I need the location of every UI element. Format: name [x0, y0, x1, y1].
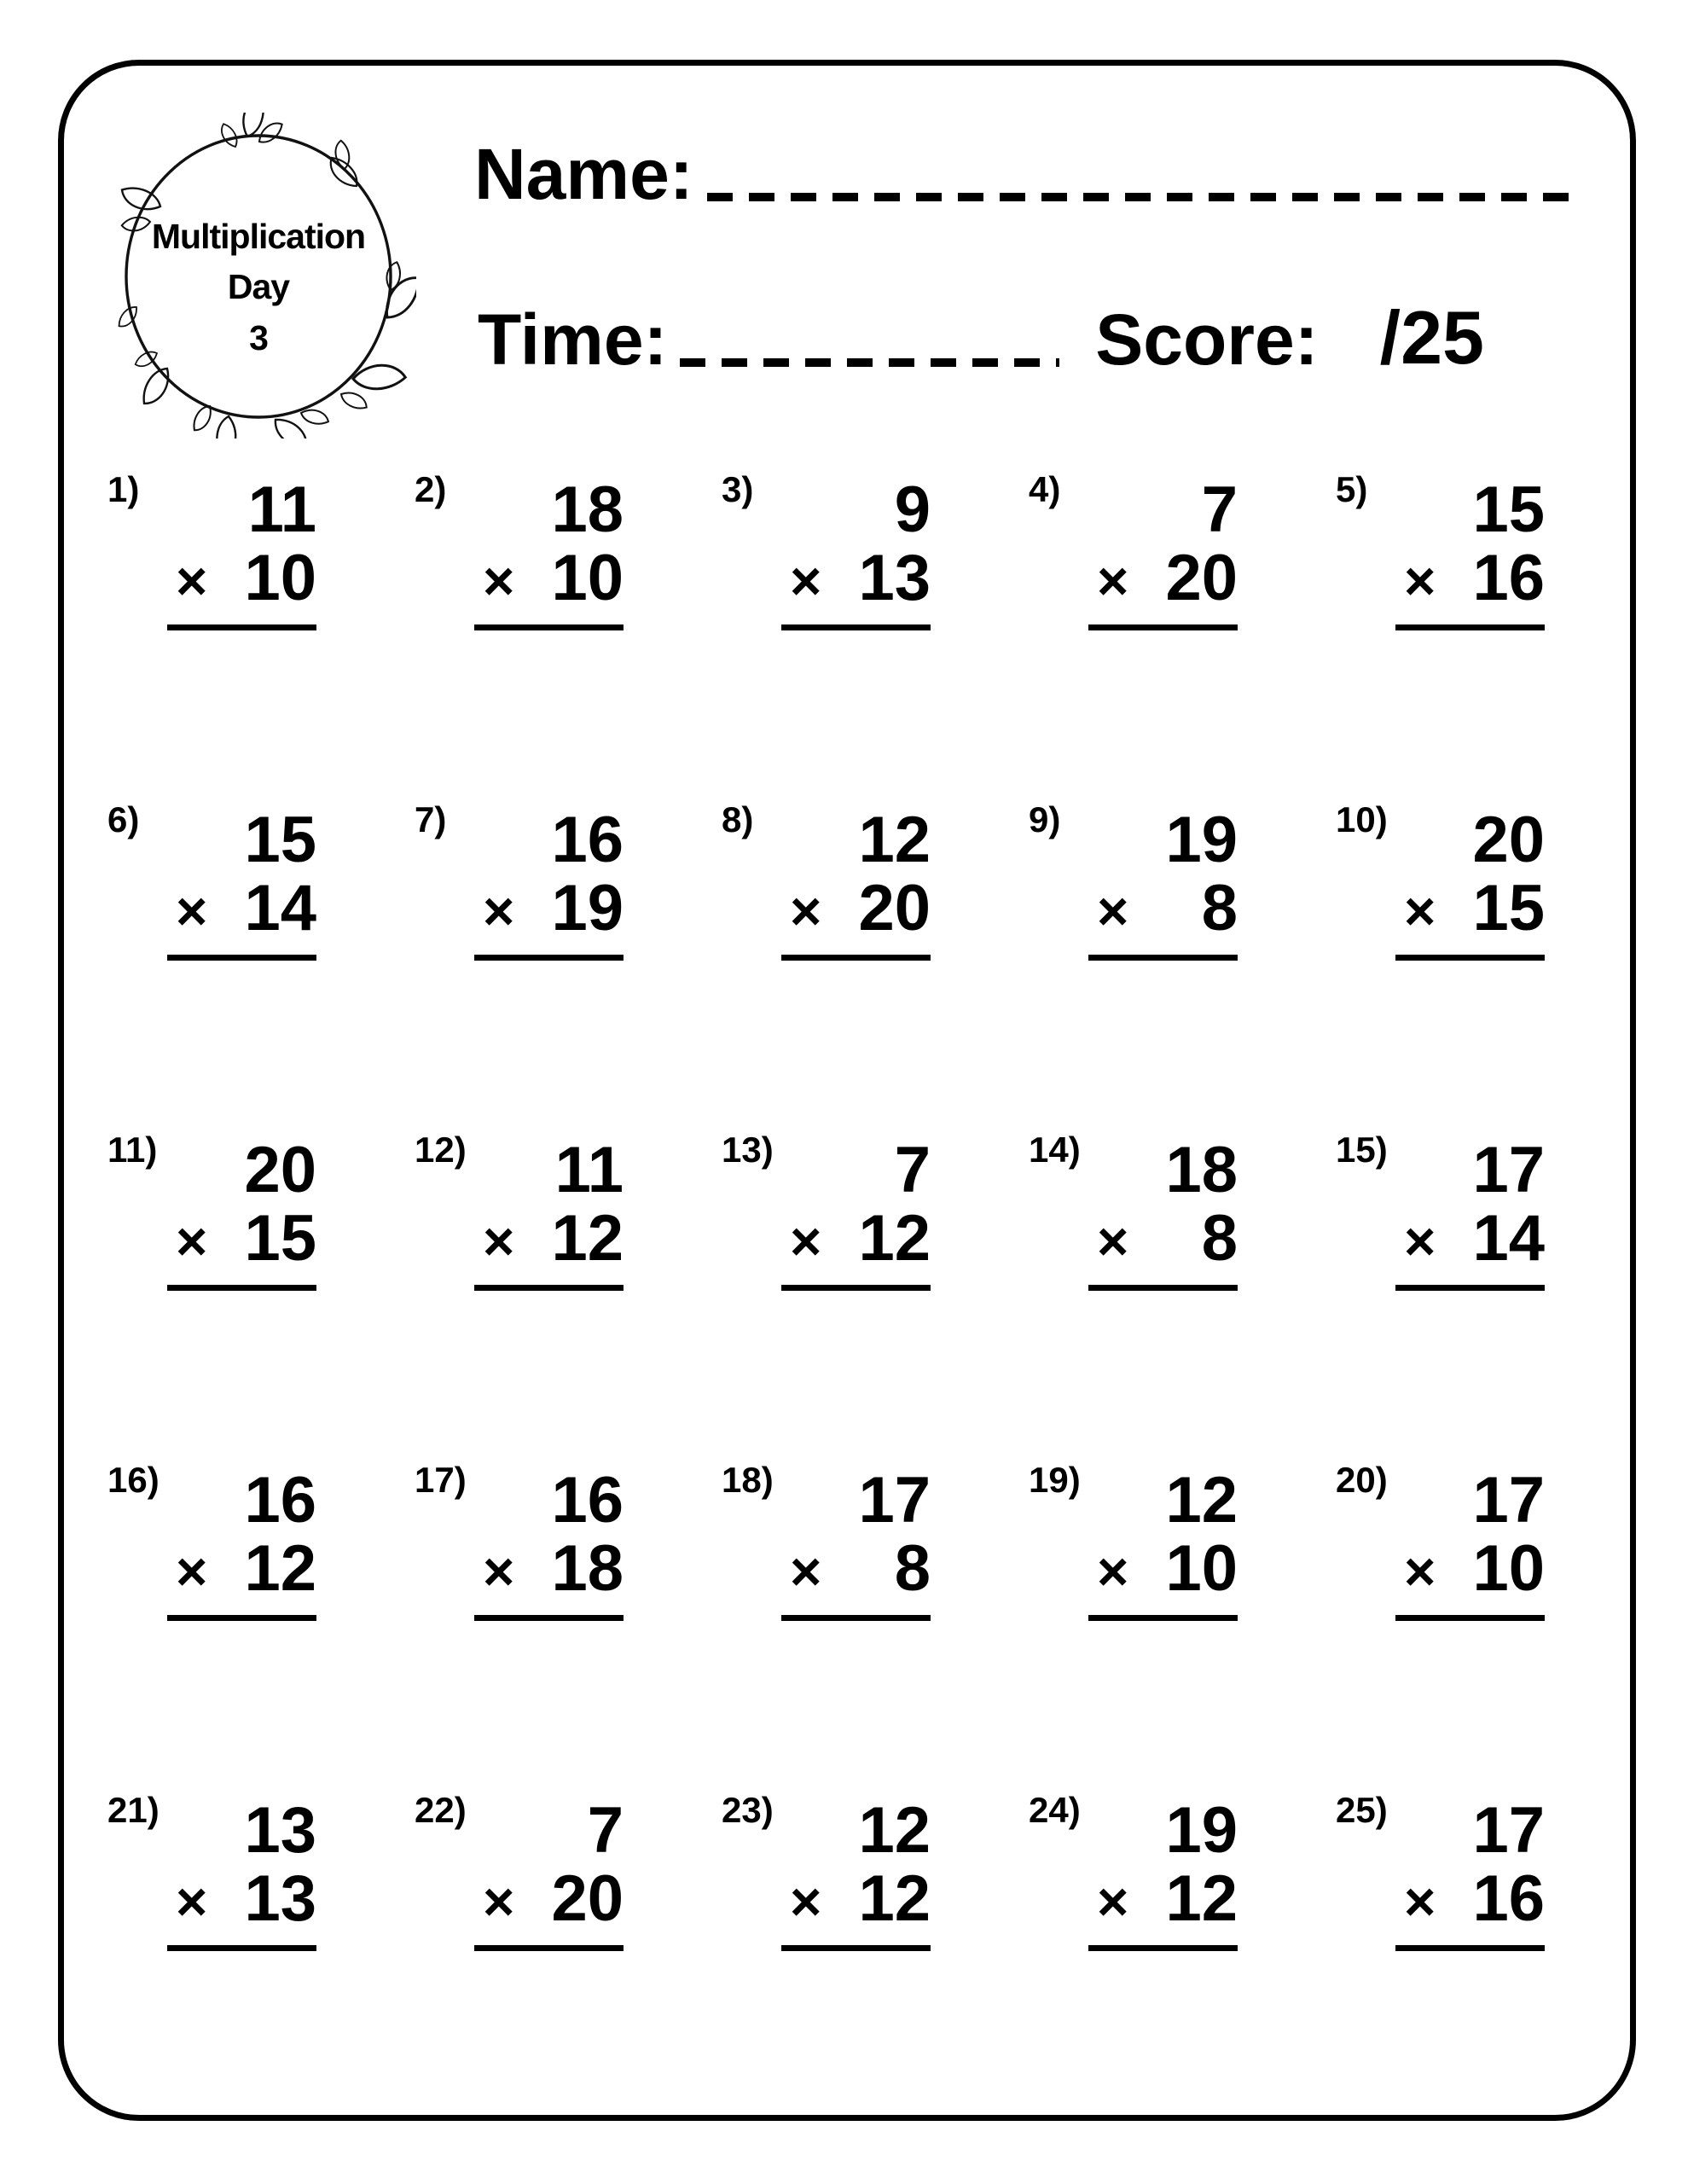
answer-line	[474, 955, 624, 961]
problem-number: 8)	[722, 799, 754, 839]
answer-line	[781, 624, 931, 630]
multiply-icon: ×	[1097, 550, 1129, 612]
problem-number: 14)	[1029, 1130, 1081, 1170]
multiply-icon: ×	[1097, 1211, 1129, 1272]
multiplier: 12	[858, 1862, 931, 1935]
answer-space[interactable]	[1097, 630, 1238, 682]
answer-line	[1088, 624, 1238, 630]
answer-line	[1395, 1615, 1545, 1621]
multiplier: 14	[1472, 1202, 1545, 1275]
multiply-icon: ×	[1097, 1871, 1129, 1932]
answer-line	[167, 1285, 316, 1291]
answer-space[interactable]	[483, 1291, 624, 1342]
multiplication-problem	[85, 795, 392, 1125]
problem-work	[176, 1134, 316, 1342]
multiplication-problem	[1006, 1786, 1314, 2116]
problem-number: 18)	[722, 1460, 774, 1500]
answer-line	[781, 1615, 931, 1621]
score-label: Score:	[1095, 299, 1319, 380]
multiplication-problem	[1314, 1125, 1621, 1455]
multiplication-problem	[1006, 795, 1314, 1125]
multiply-icon: ×	[790, 1871, 822, 1932]
problem-work	[1097, 473, 1238, 682]
answer-space[interactable]	[1097, 1291, 1238, 1342]
multiplication-problem	[392, 1125, 699, 1455]
multiplicand: 20	[244, 1134, 316, 1206]
problem-work	[483, 1134, 624, 1342]
answer-space[interactable]	[1097, 961, 1238, 1012]
answer-line	[1088, 1615, 1238, 1621]
problem-work	[1404, 804, 1545, 1012]
multiplier: 19	[551, 872, 624, 944]
multiplication-problem	[1314, 795, 1621, 1125]
multiplicand: 18	[1165, 1134, 1238, 1206]
answer-space[interactable]	[176, 630, 316, 682]
multiplier: 8	[894, 1532, 931, 1605]
multiplicand: 7	[587, 1794, 624, 1867]
multiply-icon: ×	[483, 1871, 515, 1932]
problem-work	[1404, 473, 1545, 682]
answer-space[interactable]	[483, 630, 624, 682]
multiplier: 16	[1472, 1862, 1545, 1935]
multiplicand: 16	[551, 804, 624, 876]
problem-number: 19)	[1029, 1460, 1081, 1500]
problem-number: 24)	[1029, 1790, 1081, 1830]
multiply-icon: ×	[176, 550, 208, 612]
problem-work	[790, 473, 931, 682]
answer-line	[167, 1945, 316, 1951]
answer-line	[781, 1945, 931, 1951]
answer-space[interactable]	[483, 1621, 624, 1672]
multiplication-problem	[392, 1786, 699, 2116]
multiply-icon: ×	[176, 880, 208, 942]
answer-space[interactable]	[1097, 1621, 1238, 1672]
multiplicand: 11	[554, 1134, 624, 1206]
multiplicand: 20	[1472, 804, 1545, 876]
multiplicand: 13	[244, 1794, 316, 1867]
problem-work	[176, 804, 316, 1012]
multiplier: 10	[1165, 1532, 1238, 1605]
multiplicand: 9	[894, 473, 931, 546]
multiplier: 14	[244, 872, 316, 944]
problem-number: 22)	[415, 1790, 467, 1830]
logo-line-2: Day	[227, 267, 290, 307]
score-value: /25	[1379, 295, 1484, 380]
multiply-icon: ×	[790, 880, 822, 942]
multiplication-problem	[1314, 1455, 1621, 1786]
multiplicand: 7	[894, 1134, 931, 1206]
problem-number: 7)	[415, 799, 447, 839]
problem-work	[1404, 1794, 1545, 2002]
problem-work	[790, 1464, 931, 1672]
problem-number: 21)	[107, 1790, 160, 1830]
multiply-icon: ×	[176, 1211, 208, 1272]
problem-number: 25)	[1336, 1790, 1388, 1830]
multiplicand: 16	[551, 1464, 624, 1536]
multiplicand: 19	[1165, 1794, 1238, 1867]
problem-number: 17)	[415, 1460, 467, 1500]
name-blank-line[interactable]	[707, 193, 1576, 201]
problem-work	[790, 1134, 931, 1342]
multiplier: 10	[244, 542, 316, 614]
multiplication-problem	[1006, 1455, 1314, 1786]
problem-work	[1097, 804, 1238, 1012]
multiplicand: 16	[244, 1464, 316, 1536]
multiply-icon: ×	[790, 1541, 822, 1602]
multiply-icon: ×	[176, 1541, 208, 1602]
multiplier: 13	[244, 1862, 316, 1935]
multiply-icon: ×	[1097, 880, 1129, 942]
multiplicand: 15	[244, 804, 316, 876]
multiplication-problem	[1006, 465, 1314, 795]
multiplier: 12	[858, 1202, 931, 1275]
logo-line-1: Multiplication	[151, 216, 366, 256]
problem-work	[176, 1794, 316, 2002]
multiplication-problem	[699, 1786, 1006, 2116]
problem-work	[176, 473, 316, 682]
answer-space[interactable]	[176, 1951, 316, 2002]
answer-space[interactable]	[790, 1291, 931, 1342]
answer-line	[167, 624, 316, 630]
multiplication-problem	[699, 1455, 1006, 1786]
multiplier: 18	[551, 1532, 624, 1605]
problem-number: 5)	[1336, 469, 1368, 509]
multiplicand: 18	[551, 473, 624, 546]
answer-line	[474, 1945, 624, 1951]
multiplicand: 12	[858, 804, 931, 876]
multiplier: 16	[1472, 542, 1545, 614]
answer-space[interactable]	[483, 1951, 624, 2002]
answer-line	[474, 1615, 624, 1621]
multiplier: 8	[1201, 1202, 1238, 1275]
answer-space[interactable]	[1097, 1951, 1238, 2002]
problem-work	[483, 804, 624, 1012]
answer-space[interactable]	[176, 1291, 316, 1342]
multiplication-problem	[392, 1455, 699, 1786]
answer-line	[781, 1285, 931, 1291]
answer-line	[167, 955, 316, 961]
multiply-icon: ×	[483, 1211, 515, 1272]
answer-line	[474, 1285, 624, 1291]
multiplication-problem	[392, 795, 699, 1125]
multiplicand: 15	[1472, 473, 1545, 546]
wreath-logo	[101, 113, 416, 439]
problem-number: 3)	[722, 469, 754, 509]
problem-number: 9)	[1029, 799, 1061, 839]
problem-work	[483, 473, 624, 682]
answer-space[interactable]	[1404, 1951, 1545, 2002]
multiply-icon: ×	[1404, 1871, 1436, 1932]
problem-work	[1404, 1134, 1545, 1342]
multiplicand: 12	[1165, 1464, 1238, 1536]
multiplicand: 17	[1472, 1794, 1545, 1867]
multiply-icon: ×	[176, 1871, 208, 1932]
multiplier: 20	[551, 1862, 624, 1935]
answer-space[interactable]	[483, 961, 624, 1012]
multiply-icon: ×	[1404, 880, 1436, 942]
answer-line	[1088, 1945, 1238, 1951]
multiplication-problem	[85, 1786, 392, 2116]
answer-space[interactable]	[1404, 630, 1545, 682]
problem-work	[483, 1794, 624, 2002]
time-row	[478, 295, 1484, 380]
problem-number: 20)	[1336, 1460, 1388, 1500]
multiplication-problem	[1006, 1125, 1314, 1455]
answer-line	[1395, 1945, 1545, 1951]
problems-grid	[85, 465, 1621, 2116]
problem-number: 4)	[1029, 469, 1061, 509]
problem-number: 2)	[415, 469, 447, 509]
multiplier: 20	[1165, 542, 1238, 614]
problem-number: 16)	[107, 1460, 160, 1500]
answer-line	[474, 624, 624, 630]
multiply-icon: ×	[1404, 1211, 1436, 1272]
multiplication-problem	[392, 465, 699, 795]
problem-work	[176, 1464, 316, 1672]
problem-number: 23)	[722, 1790, 774, 1830]
answer-line	[1088, 955, 1238, 961]
problem-work	[1097, 1464, 1238, 1672]
multiplication-problem	[699, 465, 1006, 795]
answer-line	[1395, 624, 1545, 630]
multiply-icon: ×	[1097, 1541, 1129, 1602]
multiplicand: 17	[1472, 1134, 1545, 1206]
answer-space[interactable]	[176, 961, 316, 1012]
multiplier: 12	[1165, 1862, 1238, 1935]
problem-number: 1)	[107, 469, 140, 509]
problem-work	[483, 1464, 624, 1672]
problem-number: 6)	[107, 799, 140, 839]
multiplication-problem	[699, 795, 1006, 1125]
answer-space[interactable]	[1404, 1291, 1545, 1342]
problem-number: 10)	[1336, 799, 1388, 839]
multiplication-problem	[1314, 465, 1621, 795]
problem-work	[790, 804, 931, 1012]
multiplicand: 11	[247, 473, 316, 546]
multiplier: 13	[858, 542, 931, 614]
multiply-icon: ×	[1404, 1541, 1436, 1602]
multiplier: 20	[858, 872, 931, 944]
problem-work	[790, 1794, 931, 2002]
problem-number: 13)	[722, 1130, 774, 1170]
answer-line	[781, 955, 931, 961]
multiply-icon: ×	[483, 1541, 515, 1602]
problem-work	[1097, 1134, 1238, 1342]
multiplicand: 12	[858, 1794, 931, 1867]
answer-space[interactable]	[790, 961, 931, 1012]
multiplication-problem	[699, 1125, 1006, 1455]
problem-number: 12)	[415, 1130, 467, 1170]
multiplication-problem	[1314, 1786, 1621, 2116]
multiplier: 10	[1472, 1532, 1545, 1605]
answer-line	[1088, 1285, 1238, 1291]
problem-work	[1404, 1464, 1545, 1672]
answer-space[interactable]	[790, 1621, 931, 1672]
multiplication-problem	[85, 465, 392, 795]
answer-space[interactable]	[176, 1621, 316, 1672]
multiply-icon: ×	[790, 1211, 822, 1272]
multiplier: 12	[551, 1202, 624, 1275]
answer-space[interactable]	[790, 630, 931, 682]
multiplicand: 19	[1165, 804, 1238, 876]
multiply-icon: ×	[483, 880, 515, 942]
answer-line	[1395, 1285, 1545, 1291]
answer-space[interactable]	[1404, 1621, 1545, 1672]
logo-text	[101, 113, 416, 439]
time-label: Time:	[478, 299, 668, 380]
multiply-icon: ×	[483, 550, 515, 612]
time-blank-line[interactable]	[680, 358, 1060, 367]
multiplier: 8	[1201, 872, 1238, 944]
multiplication-problem	[85, 1455, 392, 1786]
problem-number: 15)	[1336, 1130, 1388, 1170]
answer-space[interactable]	[790, 1951, 931, 2002]
multiply-icon: ×	[1404, 550, 1436, 612]
answer-line	[167, 1615, 316, 1621]
multiplication-problem	[85, 1125, 392, 1455]
multiplier: 10	[551, 542, 624, 614]
multiplicand: 17	[1472, 1464, 1545, 1536]
problem-number: 11)	[107, 1130, 158, 1170]
answer-space[interactable]	[1404, 961, 1545, 1012]
multiplier: 12	[244, 1532, 316, 1605]
name-row	[474, 134, 1576, 214]
multiplier: 15	[244, 1202, 316, 1275]
multiplicand: 17	[858, 1464, 931, 1536]
multiplicand: 7	[1201, 473, 1238, 546]
multiply-icon: ×	[790, 550, 822, 612]
answer-line	[1395, 955, 1545, 961]
name-label: Name:	[474, 134, 693, 214]
problem-work	[1097, 1794, 1238, 2002]
logo-line-3: 3	[249, 317, 268, 357]
multiplier: 15	[1472, 872, 1545, 944]
